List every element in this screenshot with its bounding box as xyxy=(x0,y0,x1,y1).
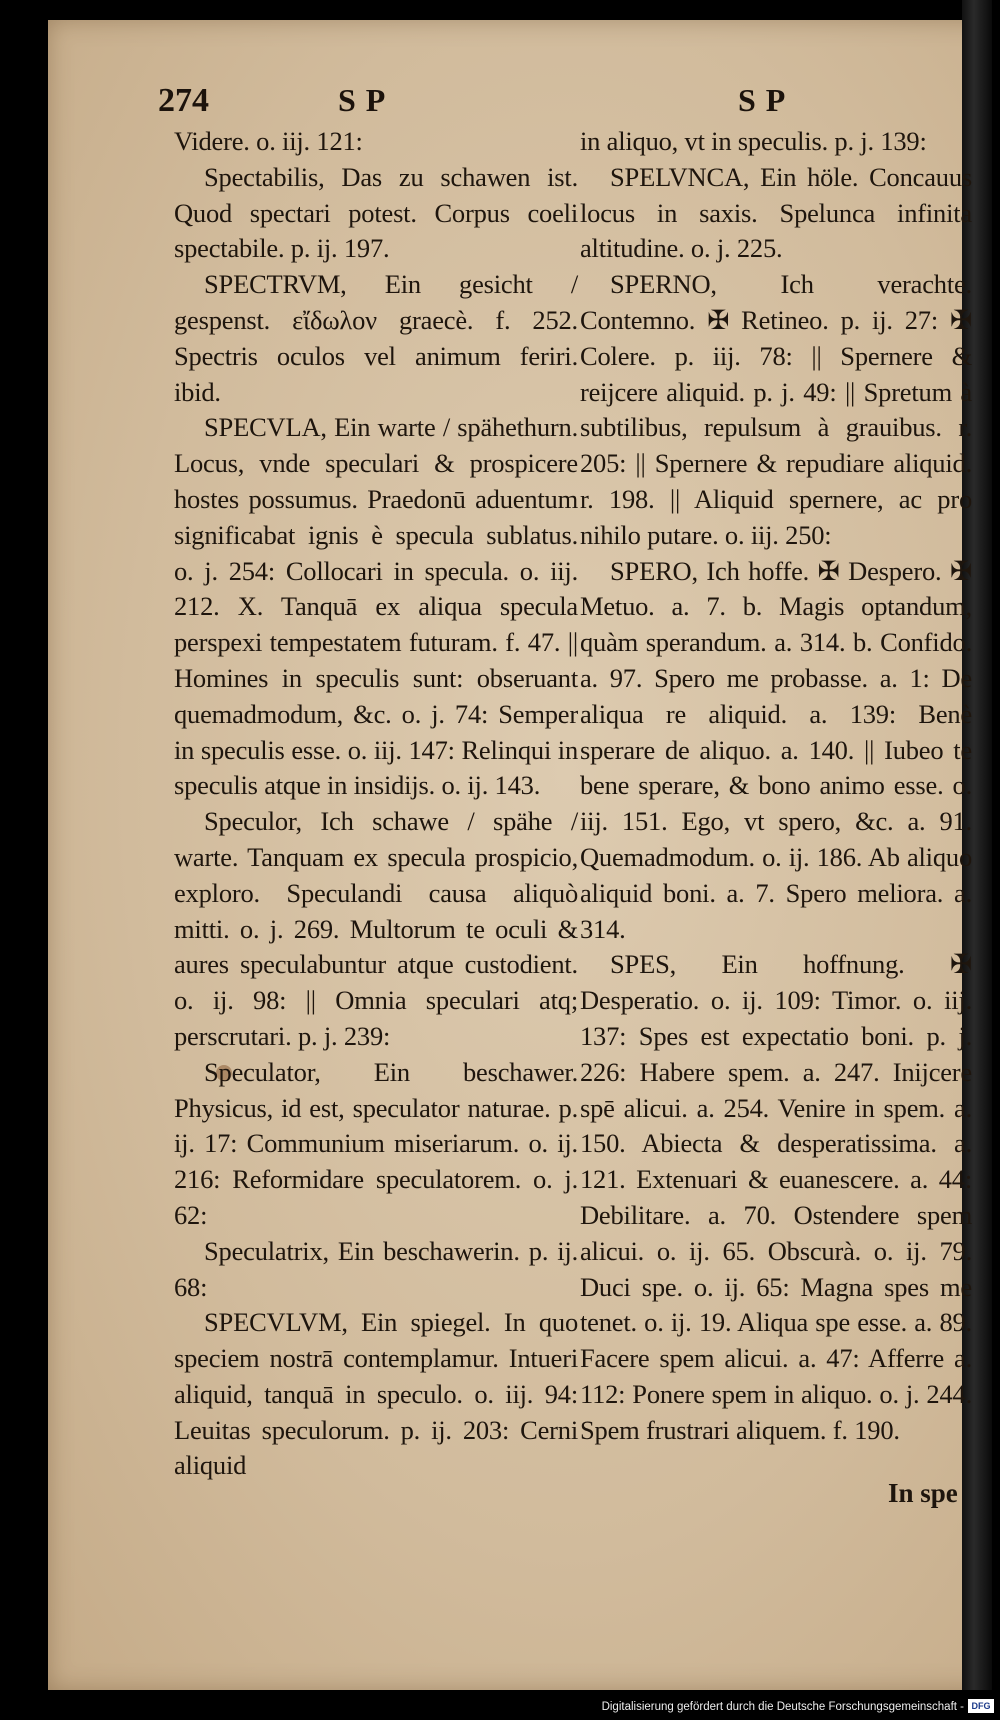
right-column-entry: SPERO, Ich hoffe. ✠ Despero. ✠ Metuo. a. 7. b. Magis optandum, quàm sperandum. a. 314. b. Confido. a. 97. Spero me probasse. a. 1: De aliqua re aliquid. a. 139: Benè sperare de aliquo. a. 140. || Iubeo te bene sperare, & bono animo esse. o. iij. 151. Ego, vt spero, &c. a. 91. Quemadmodum. o. ij. 186. Ab aliquo aliquid boni. a. 7. Spero meliora. a. 314. xyxy=(580,555,972,944)
left-column-entry: Speculatrix, Ein beschawerin. p. ij. 68: xyxy=(174,1235,578,1302)
left-column-entry: SPECTRVM, Ein gesicht / gespenst. εἴδωλον graecè. f. 252. Spectris oculos vel animum feriri. ibid. xyxy=(174,269,578,407)
digitization-footer xyxy=(0,1693,1000,1720)
left-column-entry: Spectabilis, Das zu schawen ist. Quod spectari potest. Corpus coeli spectabile. p. ij. 197. xyxy=(174,161,578,264)
left-column-entry: Speculor, Ich schawe / spähe / warte. Tanquam ex specula prospicio, exploro. Speculandi causa aliquò mitti. o. j. 269. Multorum te oculi & aures speculabuntur atque custodient. o. ij. 98: || Omnia speculari atq; perscrutari. p. j. 239: xyxy=(174,806,578,1051)
right-text-column xyxy=(580,124,972,1448)
right-column-entry: SPES, Ein hoffnung. ✠ Desperatio. o. ij. 109: Timor. o. iij. 137: Spes est expectatio boni. p. j. 226: Habere spem. a. 247. Inijcere spē alicui. a. 254. Venire in spem. a. 150. Abiecta & desperatissima. a. 121. Extenuari & euanescere. a. 44: Debilitare. a. 70. Ostendere spem alicui. o. ij. 65. Obscurà. o. ij. 79. Duci spe. o. ij. 65: Magna spes me tenet. o. ij. 19. Aliqua spe esse. a. 89. Facere spem alicui. a. 47: Afferre a. 112: Ponere spem in aliquo. o. j. 244. Spem frustrari aliquem. f. 190. xyxy=(580,949,972,1445)
left-column-entry: SPECVLVM, Ein spiegel. In quo speciem nostrā contemplamur. Intueri aliquid, tanquā in speculo. o. iij. 94: Leuitas speculorum. p. ij. 203: Cerni aliquid xyxy=(174,1307,578,1481)
right-column-entry: in aliquo, vt in speculis. p. j. 139: xyxy=(580,126,927,156)
catchword: In spe xyxy=(888,1478,958,1508)
left-column-entry: Videre. o. iij. 121: xyxy=(174,126,363,156)
page-number: 274 xyxy=(158,82,209,119)
footer-credit-text: Digitalisierung gefördert durch die Deutsche Forschungsgemeinschaft - xyxy=(601,1701,964,1713)
running-header xyxy=(0,82,1000,126)
left-column-entry: SPECVLA, Ein warte / spähethurn. Locus, vnde speculari & prospicere hostes possumus. Praedonū aduentum significabat ignis è specula sublatus. o. j. 254: Collocari in specula. o. iij. 212. X. Tanquā ex aliqua specula perspexi tempestatem futuram. f. 47. || Homines in speculis sunt: obseruant quemadmodum, &c. o. j. 74: Semper in speculis esse. o. iij. 147: Relinqui in speculis atque in insidijs. o. ij. 143. xyxy=(174,412,578,801)
left-running-head: SP xyxy=(338,82,396,118)
left-column-entry: Speculator, Ein beschawer. Physicus, id est, speculator naturae. p. ij. 17: Communium miseriarum. o. ij. 216: Reformidare speculatorem. o. j. 62: xyxy=(174,1056,578,1230)
left-text-column xyxy=(174,124,578,1484)
right-column-entry: SPERNO, Ich verachte. Contemno. ✠ Retineo. p. ij. 27: ✠ Colere. p. iij. 78: || Spernere & reijcere aliquid. p. j. 49: || Spretum à subtilibus, repulsum à grauibus. r. 205: || Spernere & repudiare aliquid. r. 198. || Aliquid spernere, ac pro nihilo putare. o. iij. 250: xyxy=(580,269,972,550)
right-column-entry: SPELVNCA, Ein höle. Concauus locus in saxis. Spelunca infinita altitudine. o. j. 225. xyxy=(580,161,972,264)
right-running-head: SP xyxy=(738,82,796,118)
dfg-logo-icon: DFG xyxy=(968,1699,994,1713)
